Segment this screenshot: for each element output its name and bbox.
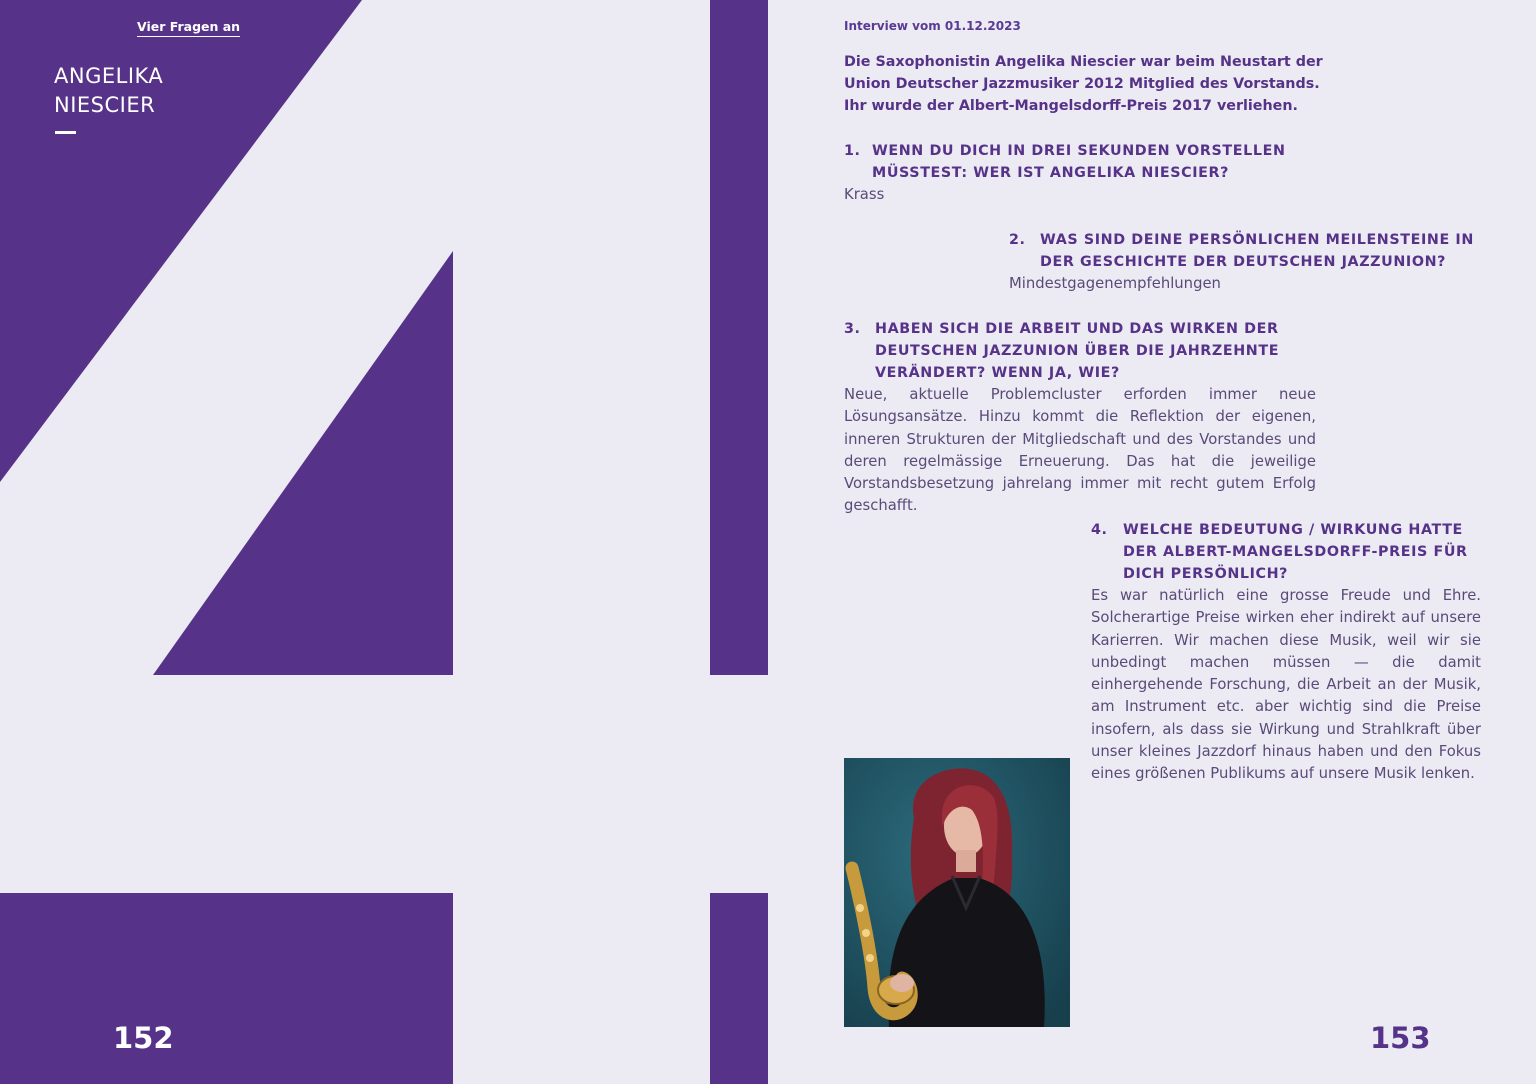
question-text: HABEN SICH DIE ARBEIT UND DAS WIRKEN DER DEUTSCHEN JAZZUNION ÜBER DIE JAHRZEHNTE VERÄNDERT? WENN JA, WIE?	[875, 321, 1280, 381]
lead-line: Union Deutscher Jazzmusiker 2012 Mitglied des Vorstands.	[844, 76, 1320, 92]
lead-line: Die Saxophonistin Angelika Niescier war beim Neustart der	[844, 54, 1323, 70]
question-text: WELCHE BEDEUTUNG / WIRKUNG HATTE DER ALBERT-MANGELSDORFF-PREIS FÜR DICH PERSÖNLICH?	[1123, 522, 1468, 582]
question-heading	[1009, 229, 1509, 273]
four-inner-triangle	[153, 251, 453, 675]
question-block-2	[1009, 229, 1509, 295]
four-vertical-stroke-bottom	[710, 893, 768, 1084]
lead-paragraph	[844, 51, 1324, 117]
question-block-3	[844, 318, 1316, 518]
interview-date: Interview vom 01.12.2023	[844, 19, 1021, 33]
neck	[956, 850, 976, 872]
answer-text: Es war natürlich eine grosse Freude und Ehre. Solcherartige Preise wirken eher indirekt auf unsere Karierren. Wir machen diese Musik, weil wir sie unbedingt machen müssen — die damit einhergehende Forschung, die Arbeit an der Musik, am Instrument etc. aber wichtig sind die Preise insofern, als dass sie Wirkung und Strahlkraft über unser kleines Jazzdorf hinaus haben und den Fokus eines größenen Publikums auf unsere Musik lenken.	[1091, 587, 1481, 783]
hand	[890, 974, 914, 992]
answer-text: Mindestgagenempfehlungen	[1009, 275, 1221, 292]
answer-text: Neue, aktuelle Problemcluster erforden immer neue Lösungsansätze. Hinzu kommt die Reflektion der eigenen, inneren Strukturen der Mitgliedschaft und des Vorstandes und deren regelmässige Erneuerung. Das hat die jeweilige Vorstandsbesetzung jahrelang immer mit recht gutem Erfolg geschafft.	[844, 386, 1316, 515]
answer-text: Krass	[844, 186, 885, 203]
question-number: 4.	[1091, 522, 1108, 538]
question-heading	[1091, 519, 1481, 585]
question-number: 1.	[844, 143, 861, 159]
question-block-4	[1091, 519, 1481, 786]
page-number-left: 152	[113, 1021, 174, 1055]
sax-key	[856, 904, 864, 912]
question-number: 3.	[844, 321, 861, 337]
sax-key	[862, 929, 870, 937]
interviewee-name	[54, 62, 294, 120]
section-kicker: Vier Fragen an	[137, 19, 240, 37]
question-heading	[844, 318, 1316, 384]
name-line-2: NIESCIER	[54, 93, 156, 117]
four-vertical-stroke-top	[710, 0, 768, 675]
page-number-right: 153	[1370, 1021, 1431, 1055]
question-number: 2.	[1009, 232, 1026, 248]
question-text: WAS SIND DEINE PERSÖNLICHEN MEILENSTEINE IN DER GESCHICHTE DER DEUTSCHEN JAZZUNION?	[1040, 232, 1474, 270]
sax-key	[866, 954, 874, 962]
question-text: WENN DU DICH IN DREI SEKUNDEN VORSTELLEN MÜSSTEST: WER IST ANGELIKA NIESCIER?	[872, 143, 1286, 181]
portrait-photo	[844, 758, 1070, 1027]
lead-line: Ihr wurde der Albert-Mangelsdorff-Preis 2017 verliehen.	[844, 98, 1298, 114]
name-underline-dash	[55, 131, 76, 134]
name-line-1: ANGELIKA	[54, 64, 164, 88]
question-heading	[844, 140, 1344, 184]
four-bottom-block	[0, 893, 453, 1084]
question-block-1	[844, 140, 1344, 206]
